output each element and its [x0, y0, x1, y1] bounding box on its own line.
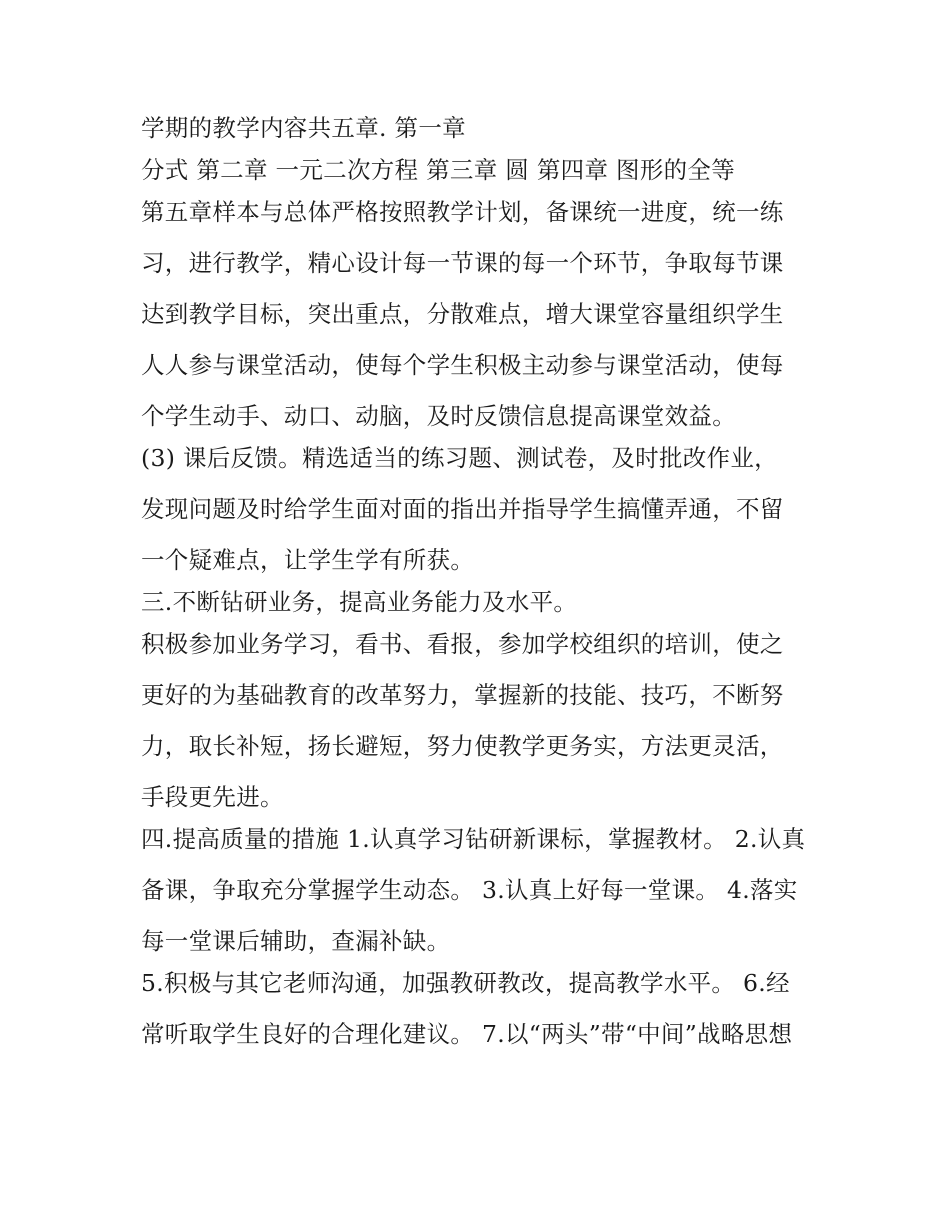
- text-line: (3) 课后反馈。精选适当的练习题、测试卷，及时批改作业，: [141, 444, 778, 472]
- text-line: 一个疑难点，让学生学有所获。: [141, 546, 475, 574]
- text-line: 更好的为基础教育的改革努力，掌握新的技能、技巧，不断努: [141, 681, 784, 709]
- text-line: 手段更先进。: [141, 783, 284, 811]
- text-line: 常听取学生良好的合理化建议。 7.以“两头”带“中间”战略思想: [141, 1020, 793, 1048]
- text-line: 人人参与课堂活动，使每个学生积极主动参与课堂活动，使每: [141, 351, 784, 379]
- text-line: 积极参加业务学习，看书、看报，参加学校组织的培训，使之: [141, 630, 784, 658]
- text-line: 每一堂课后辅助，查漏补缺。: [141, 927, 451, 955]
- text-line: 5.积极与其它老师沟通，加强教研教改，提高教学水平。 6.经: [141, 969, 790, 997]
- text-line: 学期的教学内容共五章. 第一章: [141, 114, 466, 142]
- section-heading: 三.不断钻研业务，提高业务能力及水平。: [141, 588, 578, 616]
- section-heading: 四.提高质量的措施 1.认真学习钻研新课标，掌握教材。 2.认真: [141, 825, 806, 853]
- text-line: 达到教学目标，突出重点，分散难点，增大课堂容量组织学生: [141, 300, 784, 328]
- text-line: 习，进行教学，精心设计每一节课的每一个环节，争取每节课: [141, 249, 784, 277]
- text-line: 备课，争取充分掌握学生动态。 3.认真上好每一堂课。 4.落实: [141, 876, 798, 904]
- text-line: 分式 第二章 一元二次方程 第三章 圆 第四章 图形的全等: [141, 156, 736, 184]
- text-line: 第五章样本与总体严格按照教学计划，备课统一进度，统一练: [141, 198, 784, 226]
- text-line: 发现问题及时给学生面对面的指出并指导学生搞懂弄通，不留: [141, 495, 784, 523]
- text-line: 个学生动手、动口、动脑，及时反馈信息提高课堂效益。: [141, 402, 736, 430]
- document-body: [141, 110, 821, 1067]
- text-line: 力，取长补短，扬长避短，努力使教学更务实，方法更灵活，: [141, 732, 784, 760]
